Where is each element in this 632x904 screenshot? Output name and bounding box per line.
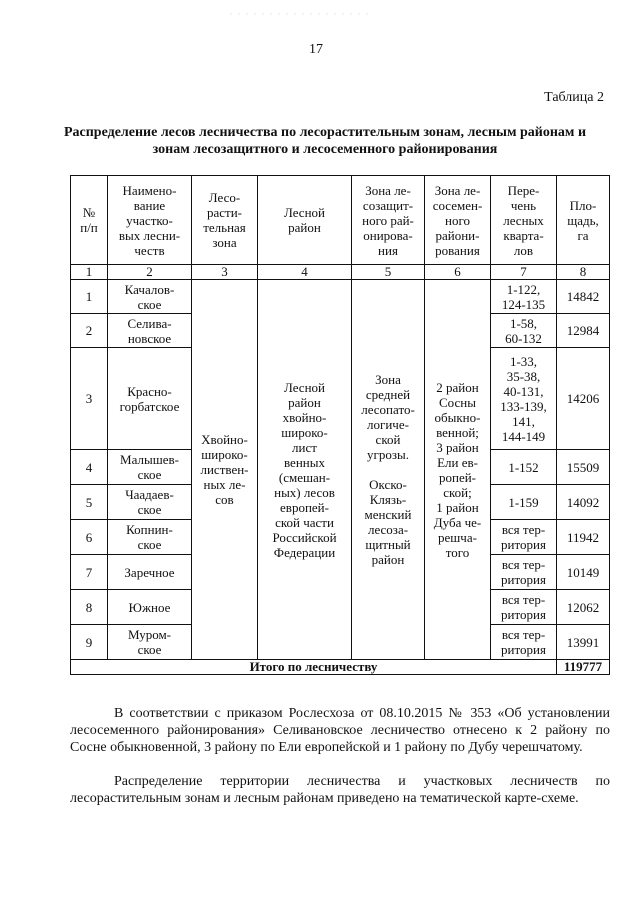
area-value: 15509 [557,450,610,485]
area-value: 12062 [557,590,610,625]
quarters-list: вся тер- ритория [491,520,557,555]
header-cell: Лесо- расти- тельная зона [192,176,258,265]
scan-artifact [230,4,370,10]
column-number: 7 [491,265,557,280]
table-title: Распределение лесов лесничества по лесорастительным зонам, лесным районам и зонам лесозащитного и лесосеменного районирования [63,125,587,157]
forest-distribution-table [70,175,610,675]
row-number: 5 [71,485,108,520]
quarters-list: 1-58, 60-132 [491,314,557,348]
table-row [71,280,610,314]
row-number: 3 [71,348,108,450]
total-row [71,660,610,675]
header-cell: Зона ле- созащит- ного рай- онирова- ния [352,176,425,265]
total-label: Итого по лесничеству [71,660,557,675]
row-number: 8 [71,590,108,625]
column-number: 4 [258,265,352,280]
total-value: 119777 [557,660,610,675]
row-number: 4 [71,450,108,485]
area-value: 14206 [557,348,610,450]
row-number: 2 [71,314,108,348]
quarters-list: 1-122, 124-135 [491,280,557,314]
header-cell: Пло- щадь, га [557,176,610,265]
header-cell: № п/п [71,176,108,265]
quarters-list: 1-152 [491,450,557,485]
area-value: 14842 [557,280,610,314]
quarters-list: 1-33, 35-38, 40-131, 133-139, 141, 144-149 [491,348,557,450]
seed-zone-cell: 2 район Сосны обыкно- венной; 3 район Ели ев- ропей- ской; 1 район Дуба че- решча- того [425,280,491,660]
header-cell: Пере- чень лесных кварта- лов [491,176,557,265]
quarters-list: 1-159 [491,485,557,520]
row-number: 9 [71,625,108,660]
quarters-list: вся тер- ритория [491,555,557,590]
district-name: Малышев- ское [108,450,192,485]
header-cell: Наимено- вание участко- вых лесни- честв [108,176,192,265]
column-number-row [71,265,610,280]
forest-region-cell: Лесной район хвойно- широко- лист венных (смешан- ных) лесов европей- ской части Российской Федерации [258,280,352,660]
quarters-list: вся тер- ритория [491,590,557,625]
quarters-list: вся тер- ритория [491,625,557,660]
table-header-row [71,176,610,265]
district-name: Копнин- ское [108,520,192,555]
area-value: 14092 [557,485,610,520]
header-cell: Зона ле- сосемен- ного райони- рования [425,176,491,265]
area-value: 10149 [557,555,610,590]
district-name: Заречное [108,555,192,590]
paragraph-map-reference: Распределение территории лесничества и участковых лесничеств по лесорастительным зонам и лесным районам приведено на тематической карте-схеме. [70,774,610,806]
district-name: Красно- горбатское [108,348,192,450]
table-label: Таблица 2 [544,90,604,105]
area-value: 11942 [557,520,610,555]
column-number: 5 [352,265,425,280]
area-value: 13991 [557,625,610,660]
page-number: 17 [309,42,323,57]
column-number: 2 [108,265,192,280]
row-number: 6 [71,520,108,555]
column-number: 8 [557,265,610,280]
growth-zone-cell: Хвойно- широко- листвен- ных ле- сов [192,280,258,660]
column-number: 6 [425,265,491,280]
row-number: 1 [71,280,108,314]
area-value: 12984 [557,314,610,348]
row-number: 7 [71,555,108,590]
district-name: Селива- новское [108,314,192,348]
district-name: Муром- ское [108,625,192,660]
district-name: Южное [108,590,192,625]
column-number: 3 [192,265,258,280]
header-cell: Лесной район [258,176,352,265]
protection-zone-cell: Зона средней лесопато- логиче- ской угрозы. Окско- Клязь- менский лесоза- щитный район [352,280,425,660]
paragraph-seed-zoning: В соответствии с приказом Рослесхоза от 08.10.2015 № 353 «Об установлении лесосеменного районирования» Селивановское лесничество отнесено к 2 району по Сосне обыкновенной, 3 району по Ели европейской и 1 району по Дубу черешчатому. [70,706,610,755]
column-number: 1 [71,265,108,280]
district-name: Чаадаев- ское [108,485,192,520]
district-name: Качалов- ское [108,280,192,314]
